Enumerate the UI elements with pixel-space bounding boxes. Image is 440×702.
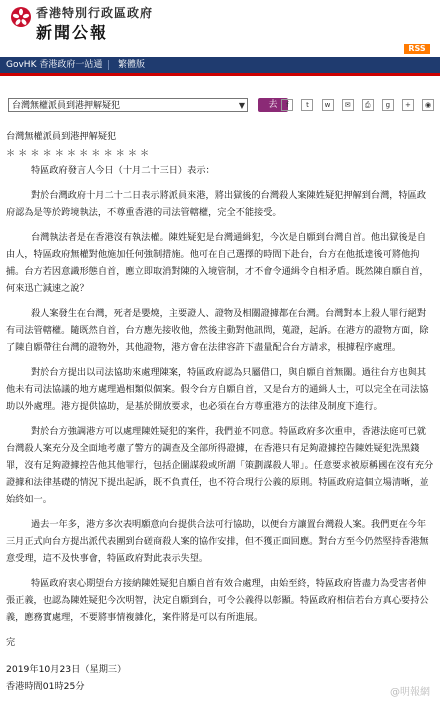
publish-time: 香港時間01時25分 <box>6 681 85 692</box>
print-icon[interactable]: ⎙ <box>362 99 374 111</box>
chevron-down-icon: ▼ <box>238 101 245 110</box>
paragraph-8: 特區政府衷心期望台方接納陳姓疑犯自願自首有效合處理，由始至終，特區政府皆盡力為受害者伸張正義，也認為陳姓疑犯今次明智，決定自願到台，可令公義得以彰顯。特區政府相信若台方真心要持公義，應務實處理，不要將事情複雜化，案件將是可以有所進展。 <box>6 578 429 623</box>
paragraph-2: 對於台灣政府十月二十二日表示將派員來港，將出獄後的台灣殺人案陳姓疑犯押解到台灣，特區政府認為是等於跨境執法，不尊重香港的司法管轄權，完全不能接受。 <box>6 190 427 218</box>
article-body <box>6 128 434 695</box>
end-mark: 完 <box>6 637 16 648</box>
traditional-version-link[interactable]: 繁體版 <box>118 60 146 70</box>
paragraph-4: 殺人案發生在台灣，死者是嬰燒，主要證人、證物及相關證據都在台灣。台灣對本上殺人罪行絕對有司法管轄權。隨既然自首，台方應先接收他，然後主動對他訊問，蒐證，起訴。在港方的證物方面，除了陳自願帶往台灣的證物外，其他證物，港方會在法律容許下盡量配合台方請求，根據程序處理。 <box>6 308 429 353</box>
government-title: 香港特別行政區政府 <box>36 6 154 20</box>
paragraph-5: 對於台方提出以司法協助來處理陳案，特區政府認為只屬借口，與自願自首無關。過往台方也與其他未有司法協議的地方處理過相類似個案。假令台方自願自首，又是台方的通緝人士，可以完全在司法協助以外處理。港方提供協助，是基於開放要求，也必須在台方尊重港方的法律及制度下進行。 <box>6 367 429 412</box>
article-select-value: 台灣無權派員到港押解疑犯 <box>12 101 121 111</box>
share-more-icon[interactable]: ◉ <box>422 99 434 111</box>
top-nav <box>0 57 440 73</box>
accent-bar <box>0 73 440 76</box>
hksar-emblem-icon <box>10 6 32 28</box>
publish-date: 2019年10月23日（星期三） <box>6 664 127 675</box>
weibo-watermark: @明報網 <box>390 687 430 698</box>
site-header <box>0 0 440 58</box>
paragraph-1: 特區政府發言人今日（十月二十三日）表示： <box>31 165 215 176</box>
article-select[interactable] <box>8 98 248 112</box>
paragraph-6: 對於台方強調港方可以處理陳姓疑犯的案件，我們並不同意。特區政府多次重申，香港法庭可已就台灣殺人案充分及全面地考慮了警方的調查及全部所得證據，在香港只有足夠證據控告陳姓疑犯洗黑錢罪，沒有足夠證據控告他其他罪行，包括企圖謀殺或所謂「策劃謀殺人罪」。任意要求被原稱國在沒有充分證據和法律基礎的情況下提出起訴，既不負責任，也不符合現行公義的原則。特區政府這個立場清晰，並始終如一。 <box>6 426 434 505</box>
title-stars: ＊＊＊＊＊＊＊＊＊＊＊＊ <box>6 148 153 159</box>
article-title: 台灣無權派員到港押解疑犯 <box>6 131 117 142</box>
paragraph-7: 過去一年多，港方多次表明願意向台提供合法可行協助，以便台方讓置台灣殺人案。我們更在今年三月正式向台方提出派代表團到台磋商殺人案的協作安排，但不獲正面回應。對台方至今仍然堅持香港無意受理，這不及快事會，特區政府對此表示失望。 <box>6 519 429 564</box>
rss-button[interactable]: RSS <box>404 44 430 54</box>
twitter-icon[interactable]: t <box>301 99 313 111</box>
govhk-link[interactable]: GovHK 香港政府一站通 <box>6 60 103 70</box>
article-toolbar <box>6 98 434 114</box>
google-plus-icon[interactable]: g <box>382 99 394 111</box>
nav-separator <box>108 60 109 70</box>
share-icons <box>278 99 434 111</box>
email-icon[interactable]: ✉ <box>342 99 354 111</box>
add-share-icon[interactable]: + <box>402 99 414 111</box>
facebook-icon[interactable]: f <box>281 99 293 111</box>
paragraph-3: 台灣執法者是在香港沒有執法權。陳姓疑犯是台灣通緝犯，今次是自願到台灣自首。他出獄後是自由人，特區政府無權對他施加任何強制措施。他可在自己選擇的時間下赴台，台方在他抵達後可將他拘捕。台方若因意識形態自首，應立即取消對陳的入境管制，才不會令通緝令自相矛盾。既然陳自願自首，何來迅亡減速之說？ <box>6 232 429 294</box>
weibo-icon[interactable]: w <box>322 99 334 111</box>
go-button[interactable]: 去 <box>258 98 288 112</box>
press-release-title: 新聞公報 <box>36 23 109 42</box>
